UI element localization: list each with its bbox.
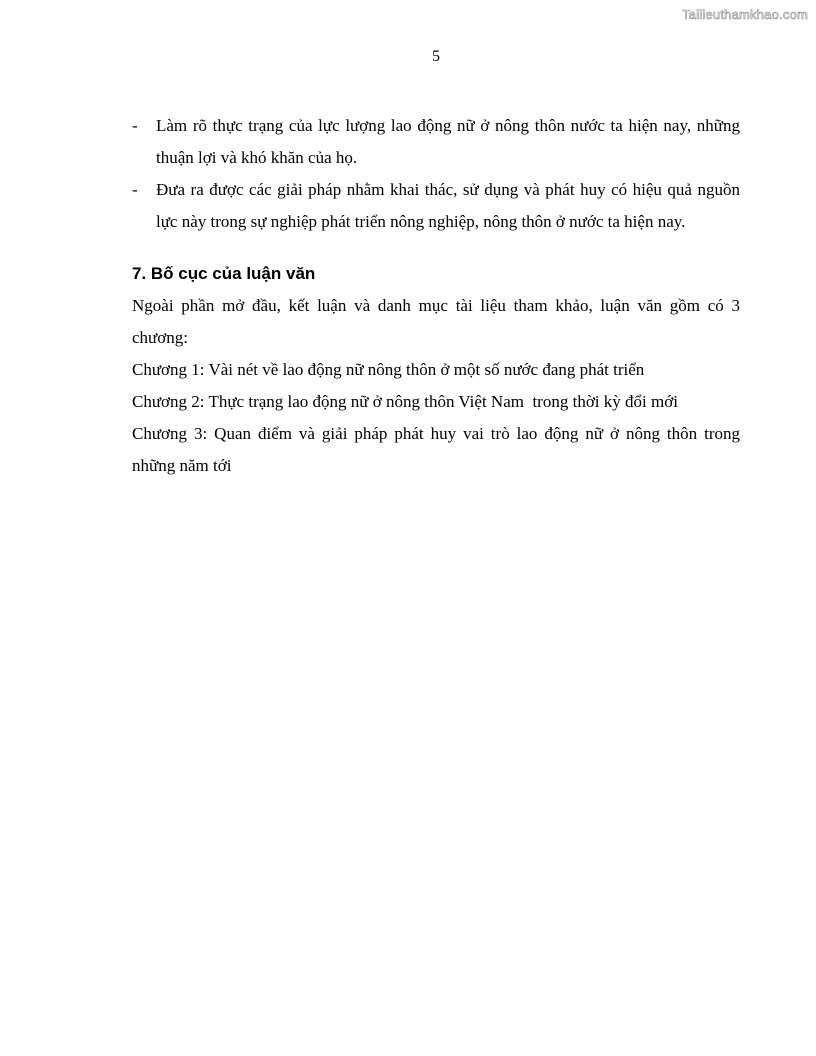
bullet-text: Làm rõ thực trạng của lực lượng lao động nữ ở nông thôn nước ta hiện nay, những thuận lợi và khó khăn của họ. [156,116,740,167]
bullet-dash: - [132,116,138,135]
page-number: 5 [432,48,440,65]
bullet-item [132,174,740,238]
chapter-line-3: Chương 3: Quan điểm và giải pháp phát huy vai trò lao động nữ ở nông thôn trong những năm tới [132,424,740,475]
bullet-item [132,110,740,174]
bullet-text: Đưa ra được các giải pháp nhằm khai thác, sử dụng và phát huy có hiệu quả nguồn lực này trong sự nghiệp phát triển nông nghiệp, nông thôn ở nước ta hiện nay. [156,180,740,231]
watermark: Tailieuthamkhao.com [682,7,808,22]
chapter-line-1: Chương 1: Vài nét về lao động nữ nông thôn ở một số nước đang phát triển [132,360,645,379]
section-heading: 7. Bố cục của luận văn [132,264,316,283]
section-intro: Ngoài phần mở đầu, kết luận và danh mục tài liệu tham khảo, luận văn gồm có 3 chương: [132,296,740,347]
bullet-dash: - [132,180,138,199]
chapter-line-2: Chương 2: Thực trạng lao động nữ ở nông thôn Việt Nam trong thời kỳ đổi mới [132,392,678,411]
document-body [132,110,740,482]
